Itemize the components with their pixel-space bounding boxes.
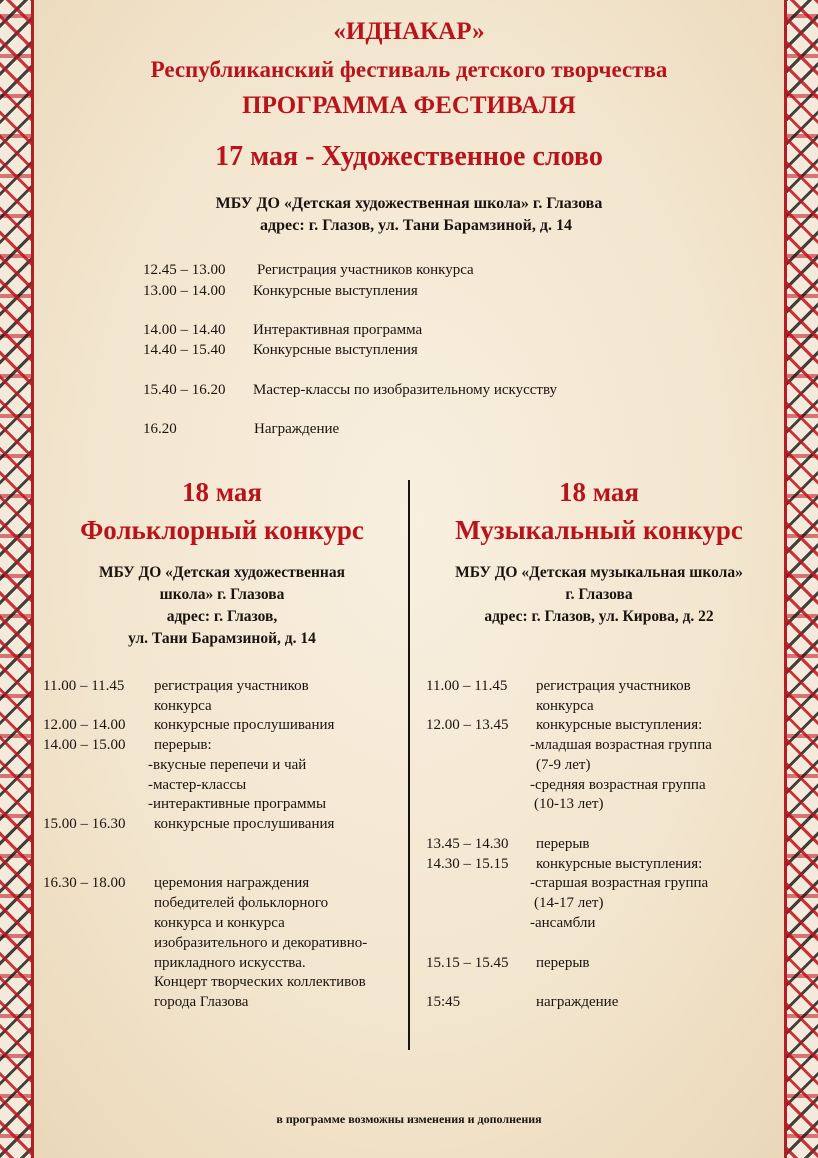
folk-venue-line: МБУ ДО «Детская художественная bbox=[98, 564, 346, 581]
music-date: 18 мая bbox=[558, 477, 640, 507]
schedule-desc: церемония награждения bbox=[154, 875, 310, 891]
music-venue bbox=[414, 562, 784, 628]
schedule-desc: Интерактивная программа bbox=[253, 322, 423, 338]
folk-schedule bbox=[43, 678, 403, 1018]
schedule-time: 13.00 – 14.00 bbox=[143, 283, 226, 299]
schedule-time: 15:45 bbox=[426, 994, 461, 1010]
music-title: Музыкальный конкурс bbox=[455, 515, 743, 545]
schedule-time: 15.00 – 16.30 bbox=[43, 816, 126, 832]
music-heading bbox=[414, 474, 784, 548]
day1-venue-name: МБУ ДО «Детская художественная школа» г. Глазова bbox=[215, 195, 603, 212]
schedule-desc: Награждение bbox=[254, 421, 340, 437]
schedule-time: 16.30 – 18.00 bbox=[43, 875, 126, 891]
schedule-desc: конкурса bbox=[536, 698, 594, 714]
folk-venue-line: ул. Тани Барамзиной, д. 14 bbox=[128, 630, 316, 647]
ornament-border-right bbox=[784, 0, 818, 1158]
schedule-time: 11.00 – 11.45 bbox=[43, 678, 125, 694]
schedule-desc: -интерактивные программы bbox=[148, 796, 327, 812]
schedule-desc: Конкурсные выступления bbox=[253, 342, 418, 358]
day1-schedule bbox=[143, 262, 663, 447]
schedule-desc: (10-13 лет) bbox=[534, 796, 604, 812]
schedule-time: 14.00 – 14.40 bbox=[143, 322, 226, 338]
schedule-desc: конкурсные прослушивания bbox=[154, 816, 335, 832]
footer-note: в программе возможны изменения и дополнения bbox=[276, 1112, 542, 1126]
schedule-desc: перерыв bbox=[536, 836, 590, 852]
schedule-desc: изобразительного и декоративно- bbox=[154, 935, 368, 951]
schedule-time: 12.00 – 13.45 bbox=[426, 717, 509, 733]
schedule-desc: Конкурсные выступления bbox=[253, 283, 418, 299]
schedule-desc: Регистрация участников конкурса bbox=[257, 262, 474, 278]
schedule-desc: -вкусные перепечи и чай bbox=[148, 757, 307, 773]
schedule-time: 11.00 – 11.45 bbox=[426, 678, 508, 694]
ornament-border-left bbox=[0, 0, 34, 1158]
schedule-desc: конкурса bbox=[154, 698, 212, 714]
schedule-desc: победителей фольклорного bbox=[154, 895, 329, 911]
festival-title: «ИДНАКАР» bbox=[333, 18, 485, 45]
schedule-desc: Концерт творческих коллективов bbox=[154, 974, 366, 990]
schedule-desc: конкурсные прослушивания bbox=[154, 717, 335, 733]
schedule-desc: -средняя возрастная группа bbox=[530, 777, 706, 793]
festival-subtitle: Республиканский фестиваль детского творчества bbox=[150, 57, 668, 82]
schedule-time: 14.00 – 15.00 bbox=[43, 737, 126, 753]
folk-heading bbox=[40, 474, 404, 548]
schedule-desc: конкурсные выступления: bbox=[536, 856, 703, 872]
music-venue-line: г. Глазова bbox=[565, 586, 633, 603]
schedule-time: 12.00 – 14.00 bbox=[43, 717, 126, 733]
schedule-desc: (7-9 лет) bbox=[536, 757, 591, 773]
schedule-desc: (14-17 лет) bbox=[534, 895, 604, 911]
schedule-desc: прикладного искусства. bbox=[154, 955, 306, 971]
schedule-desc: Мастер-классы по изобразительному искусству bbox=[253, 382, 558, 398]
folk-venue bbox=[40, 562, 404, 650]
schedule-desc: регистрация участников bbox=[154, 678, 309, 694]
schedule-time: 16.20 bbox=[143, 421, 177, 437]
schedule-desc: -ансамбли bbox=[530, 915, 596, 931]
schedule-desc: -мастер-классы bbox=[148, 777, 247, 793]
schedule-desc: -младшая возрастная группа bbox=[530, 737, 712, 753]
schedule-time: 14.40 – 15.40 bbox=[143, 342, 226, 358]
folk-venue-line: школа» г. Глазова bbox=[159, 586, 285, 603]
schedule-desc: перерыв: bbox=[154, 737, 212, 753]
music-venue-line: МБУ ДО «Детская музыкальная школа» bbox=[455, 564, 743, 581]
folk-venue-line: адрес: г. Глазов, bbox=[166, 608, 278, 625]
day1-venue bbox=[34, 193, 784, 237]
schedule-desc: -старшая возрастная группа bbox=[530, 875, 709, 891]
schedule-desc: города Глазова bbox=[154, 994, 249, 1010]
program-heading: ПРОГРАММА ФЕСТИВАЛЯ bbox=[242, 92, 576, 119]
schedule-time: 12.45 – 13.00 bbox=[143, 262, 226, 278]
schedule-desc: регистрация участников bbox=[536, 678, 691, 694]
schedule-desc: перерыв bbox=[536, 955, 590, 971]
column-divider bbox=[408, 480, 410, 1050]
schedule-desc: конкурса и конкурса bbox=[154, 915, 285, 931]
schedule-time: 15.40 – 16.20 bbox=[143, 382, 226, 398]
folk-date: 18 мая bbox=[181, 477, 263, 507]
schedule-time: 14.30 – 15.15 bbox=[426, 856, 509, 872]
folk-title: Фольклорный конкурс bbox=[80, 515, 364, 545]
schedule-desc: награждение bbox=[536, 994, 619, 1010]
schedule-time: 15.15 – 15.45 bbox=[426, 955, 509, 971]
schedule-desc: конкурсные выступления: bbox=[536, 717, 703, 733]
day1-venue-address: адрес: г. Глазов, ул. Тани Барамзиной, д. 14 bbox=[260, 217, 572, 234]
day1-heading: 17 мая - Художественное слово bbox=[215, 141, 603, 172]
music-schedule bbox=[426, 678, 781, 1018]
schedule-time: 13.45 – 14.30 bbox=[426, 836, 509, 852]
music-venue-line: адрес: г. Глазов, ул. Кирова, д. 22 bbox=[484, 608, 714, 625]
